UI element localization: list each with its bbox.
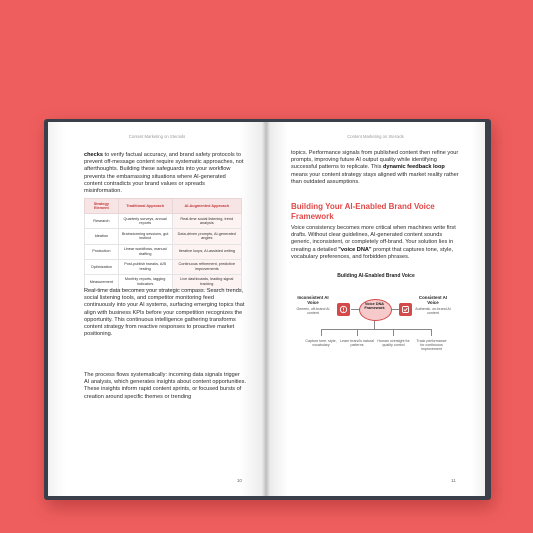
right-node-label: Consistent AI Voice	[418, 295, 448, 305]
diagram-step: Track performance for continuous improvement	[416, 339, 447, 352]
table-cell: Brainstorming sessions, gut instinct	[118, 229, 172, 244]
comparison-table	[84, 198, 242, 290]
table-cell: Optimization	[85, 259, 119, 274]
warning-icon	[337, 303, 350, 316]
check-icon	[399, 303, 412, 316]
left-intro-paragraph	[84, 152, 244, 195]
connector-line	[357, 329, 358, 336]
table-cell: Real-time social listening, trend analysis	[172, 214, 241, 229]
left-page	[48, 122, 266, 496]
left-paragraph-2: Real-time data becomes your strategic compass. Search trends, social listening tools, and competitor monitoring feed continuously into your AI systems, surfacing emerging topics that align with business KPIs before your competition recognizes the opportunity. This continuous intelligence gathering transforms content strategy from reactive responses to proactive market positioning.	[84, 288, 245, 338]
center-node-label: Voice DNA Framework	[364, 302, 385, 311]
right-p1-bold: dynamic feedback loop	[382, 164, 445, 171]
connector-line	[393, 329, 394, 336]
table-cell: Continuous refinement, predictive improvements	[172, 259, 241, 274]
left-node-sub: Generic, off-brand AI content	[296, 307, 330, 316]
table-cell: Research	[85, 214, 119, 229]
left-page-number: 10	[236, 478, 242, 483]
right-p2-post: prompt that captures tone, style, vocabulary preferences, and forbidden phrases.	[291, 246, 454, 260]
right-p2-pre: Voice consistency becomes more critical when machines write first drafts. Without clear guidelines, AI-generated content sounds generic, inconsistent, or completely off-brand. Your solution lies in creating a detailed	[291, 225, 456, 253]
left-paragraph-3: The process flows systematically: incoming data signals trigger AI analysis, which generates insights about content opportunities. These insights inform rapid content sprints, or focused bursts of creation around specific themes or trending	[84, 372, 247, 400]
right-paragraph-2	[291, 225, 459, 261]
table-cell: Monthly reports, lagging indicators	[118, 274, 172, 289]
table-cell: Ideation	[85, 229, 119, 244]
table-cell: Post-publish tweaks, A/B testing	[118, 259, 172, 274]
right-p1-pre: topics. Performance signals from published content then refine your prompts, improving future AI output quality while identifying successful patterns to replicate. This	[291, 150, 459, 171]
table-cell: Measurement	[85, 274, 119, 289]
table-header-cell: Strategy Element	[85, 199, 119, 214]
table-cell: Iterative loops, AI-assisted writing	[172, 244, 241, 259]
brand-voice-diagram	[291, 282, 466, 392]
right-p2-bold: "voice DNA"	[338, 246, 372, 253]
book-gutter	[262, 122, 270, 496]
table-row	[85, 259, 242, 274]
section-heading: Building Your AI-Enabled Brand Voice Framework	[291, 202, 435, 221]
diagram-step: Human oversight for quality control	[377, 339, 410, 348]
right-p1-post: means your content strategy stays aligned with market reality rather than outdated assumptions.	[291, 171, 459, 185]
connector-line	[431, 329, 432, 336]
table-row	[85, 229, 242, 244]
right-page	[266, 122, 485, 496]
connector-line	[321, 329, 431, 330]
table-cell: Live dashboards, leading signal tracking	[172, 274, 241, 289]
right-page-number: 11	[451, 478, 456, 483]
table-row	[85, 244, 242, 259]
right-node-sub: Authentic, on-brand AI content	[415, 307, 451, 316]
table-cell: Linear workflows, manual drafting	[118, 244, 172, 259]
left-node-label: Inconsistent AI Voice	[297, 295, 329, 305]
left-running-header: Content Marketing on Steroids	[128, 134, 186, 139]
table-header-cell: Traditional Approach	[118, 199, 172, 214]
table-row	[85, 214, 242, 229]
table-cell: Production	[85, 244, 119, 259]
table-cell: Data-driven prompts, AI-generated angles	[172, 229, 241, 244]
left-intro-bold: checks	[84, 152, 103, 158]
table-header-cell: AI-Augmented Approach	[172, 199, 241, 214]
right-running-header: Content Marketing on Steroids	[347, 134, 404, 139]
right-paragraph-1	[291, 150, 459, 186]
table-header-row	[85, 199, 242, 214]
diagram-title: Building AI-Enabled Brand Voice	[337, 273, 415, 279]
table-cell: Quarterly surveys, annual reports	[118, 214, 172, 229]
left-intro-text: to verify factual accuracy, and brand safety protocols to prevent off-message content require systematic approaches, not afterthoughts. Building these safeguards into your workflow prevents the embarrassing situations where AI-generated content contradicts your brand values or spreads misinformation.	[84, 152, 244, 195]
diagram-step: Learn brand's natural patterns	[340, 339, 374, 348]
connector-line	[321, 329, 322, 336]
diagram-step: Capture tone, style, vocabulary	[305, 339, 337, 348]
